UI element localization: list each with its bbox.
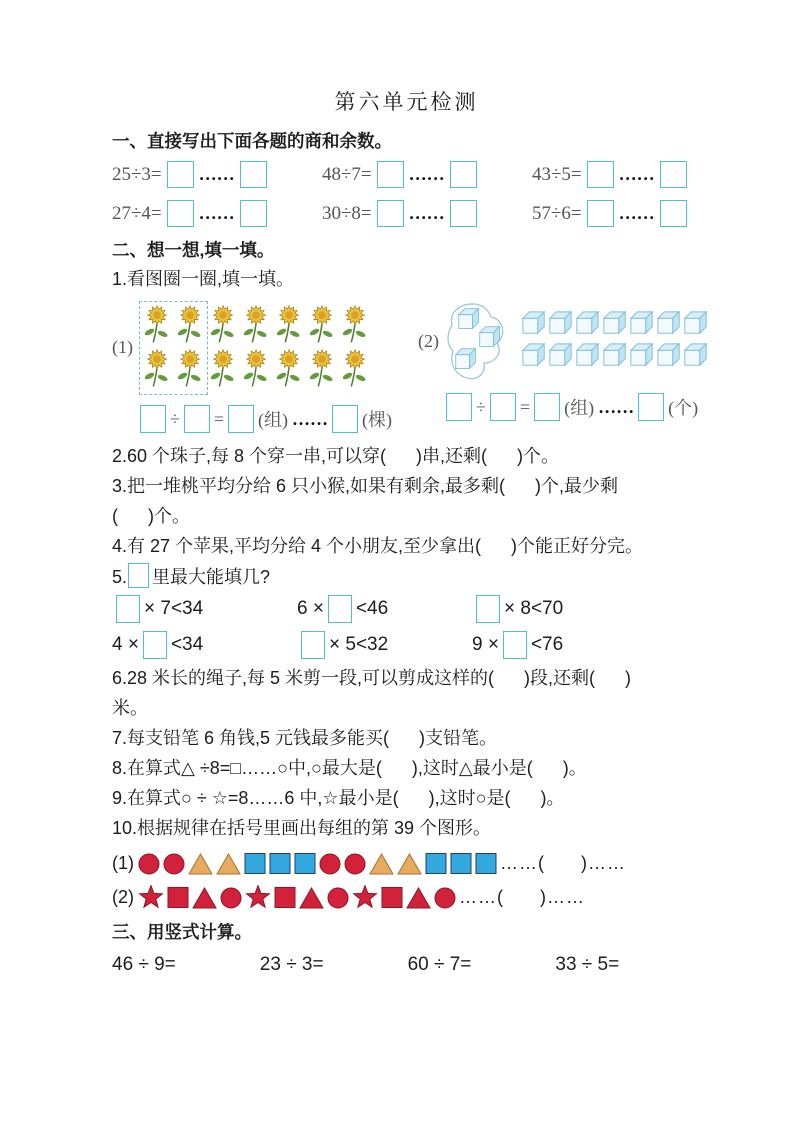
shape-tan-triangle: [369, 852, 394, 875]
cube-icon: [602, 310, 629, 341]
inequality-problem: [472, 631, 701, 659]
shape-blue-square: [450, 852, 472, 875]
pattern-shapes: [138, 885, 456, 909]
page-title: 第六单元检测: [334, 90, 479, 114]
cube-icon: [454, 347, 478, 376]
shape-blue-square: [475, 852, 497, 875]
shape-red-circle: [327, 886, 349, 909]
question-5-prefix: 5.: [112, 567, 128, 587]
division-problem: [322, 161, 532, 188]
ineq-post: × 5<32: [329, 634, 389, 655]
shape-red-circle: [319, 852, 341, 875]
divisor-box[interactable]: [184, 405, 210, 433]
pattern-row-2: [112, 885, 701, 909]
unit-label: (棵): [362, 410, 393, 430]
sunflower-icon: [207, 303, 240, 347]
shape-red-square: [167, 886, 189, 909]
ineq-pre: 6 ×: [297, 598, 324, 619]
section3-heading: 三、用竖式计算。: [112, 922, 252, 942]
remainder-dots: ……: [292, 408, 329, 429]
remainder-dots: ……: [618, 203, 655, 223]
vertical-calc-problem: 23 ÷ 3=: [259, 954, 324, 975]
answer-box[interactable]: [328, 595, 352, 623]
sunflower-icon: [174, 303, 207, 347]
figure-sunflowers: [112, 301, 392, 433]
division-problem: [322, 200, 532, 227]
unit-label: (个): [668, 398, 699, 418]
inequality-problem: [297, 631, 472, 659]
ineq-post: × 8<70: [504, 598, 564, 619]
question-10: 10.根据规律在括号里画出每组的第 39 个图形。: [112, 818, 492, 838]
sunflower-icon: [174, 347, 207, 391]
sunflower-icon: [339, 303, 372, 347]
cube-icon: [683, 310, 710, 341]
shape-red-circle: [344, 852, 366, 875]
division-problems-grid: [112, 161, 701, 227]
circled-cube-group: [445, 301, 515, 381]
shape-blue-square: [425, 852, 447, 875]
question-1-figures: [112, 301, 701, 433]
cube-icon: [683, 342, 710, 373]
unit-label: (组): [564, 398, 595, 418]
sunflower-icon: [141, 303, 174, 347]
shape-red-triangle: [299, 886, 324, 909]
pattern-shapes: [138, 852, 497, 875]
shape-red-star: [138, 885, 164, 909]
pattern-label: (2): [112, 886, 134, 907]
question-5-suffix: 里最大能填几?: [152, 567, 271, 587]
remainder-box[interactable]: [660, 161, 687, 188]
figure2-equation: [446, 393, 710, 421]
ineq-post: <46: [355, 598, 389, 619]
remainder-dots: ……: [618, 164, 655, 184]
equals-sign: =: [519, 396, 531, 417]
shape-tan-triangle: [188, 852, 213, 875]
sunflower-icon: [306, 303, 339, 347]
division-expression: 43÷5=: [532, 163, 582, 185]
shape-tan-triangle: [216, 852, 241, 875]
quotient-box[interactable]: [534, 393, 560, 421]
division-problem: [532, 161, 701, 188]
pattern-row-1: [112, 852, 701, 875]
dividend-box[interactable]: [446, 393, 472, 421]
sunflower-icon: [240, 347, 273, 391]
quotient-box[interactable]: [377, 200, 404, 227]
answer-box[interactable]: [301, 631, 325, 659]
figure-label: (1): [112, 336, 133, 357]
question-1: 1.看图圈一圈,填一填。: [112, 269, 295, 289]
inequality-problem: [112, 595, 297, 623]
question-3-line2: ( )个。: [112, 506, 190, 526]
remainder-dots: ……: [198, 164, 235, 184]
cube-icon: [521, 310, 548, 341]
figure-label: (2): [418, 330, 440, 351]
remainder-box[interactable]: [450, 161, 477, 188]
inequality-problem: [472, 595, 701, 623]
cube-icon: [575, 310, 602, 341]
question-9: 9.在算式○ ÷ ☆=8……6 中,☆最小是( ),这时○是( )。: [112, 788, 565, 808]
division-expression: 57÷6=: [532, 202, 582, 224]
remainder-dots: ……: [408, 203, 445, 223]
answer-box[interactable]: [503, 631, 527, 659]
vertical-calc-row: [112, 954, 701, 976]
question-6-line1: 6.28 米长的绳子,每 5 米剪一段,可以剪成这样的( )段,还剩( ): [112, 668, 632, 688]
quotient-box[interactable]: [587, 200, 614, 227]
inequality-problem: [297, 595, 472, 623]
remainder-box[interactable]: [332, 405, 358, 433]
cube-icon: [548, 342, 575, 373]
remainder-box[interactable]: [638, 393, 664, 421]
cube-icon: [521, 342, 548, 373]
shape-red-circle: [434, 886, 456, 909]
unit-label: (组): [258, 410, 289, 430]
cube-icon: [575, 342, 602, 373]
remainder-dots: ……: [408, 164, 445, 184]
division-expression: 27÷4=: [112, 202, 162, 224]
remainder-box[interactable]: [240, 200, 267, 227]
question-4: 4.有 27 个苹果,平均分给 4 个小朋友,至少拿出( )个能正好分完。: [112, 536, 644, 556]
vertical-calc-problem: 46 ÷ 9=: [112, 954, 176, 975]
quotient-box[interactable]: [167, 200, 194, 227]
quotient-box[interactable]: [228, 405, 254, 433]
equals-sign: =: [213, 408, 225, 429]
shape-tan-triangle: [397, 852, 422, 875]
remainder-box[interactable]: [660, 200, 687, 227]
shape-blue-square: [294, 852, 316, 875]
shape-red-star: [352, 885, 378, 909]
sunflower-icon: [339, 347, 372, 391]
sunflower-icon: [141, 347, 174, 391]
pattern-label: (1): [112, 853, 134, 873]
pattern-suffix: ……( )……: [459, 886, 585, 907]
cube-icon: [602, 342, 629, 373]
shape-red-square: [274, 886, 296, 909]
vertical-calc-problem: 33 ÷ 5=: [555, 954, 620, 975]
ineq-pre: 9 ×: [472, 634, 499, 655]
shape-red-triangle: [192, 886, 217, 909]
cube-icon: [656, 310, 683, 341]
division-problem: [112, 200, 322, 227]
division-expression: 48÷7=: [322, 163, 372, 185]
question-8: 8.在算式△ ÷8=□……○中,○最大是( ),这时△最小是( )。: [112, 758, 587, 778]
sunflower-icon: [207, 347, 240, 391]
shape-blue-square: [244, 852, 266, 875]
shape-red-circle: [220, 886, 242, 909]
sunflower-icon: [273, 347, 306, 391]
ineq-post: <76: [530, 634, 564, 655]
quotient-box[interactable]: [377, 161, 404, 188]
question-7: 7.每支铅笔 6 角钱,5 元钱最多能买( )支铅笔。: [112, 728, 498, 748]
shape-red-star: [245, 885, 271, 909]
answer-box[interactable]: [476, 595, 500, 623]
cube-icon: [478, 325, 502, 354]
divisor-box[interactable]: [490, 393, 516, 421]
inequality-grid: [112, 595, 701, 659]
sunflower-icon: [273, 303, 306, 347]
inequality-problem: [112, 631, 297, 659]
sunflower-grid: [141, 303, 372, 391]
quotient-box[interactable]: [587, 161, 614, 188]
question-2: 2.60 个珠子,每 8 个穿一串,可以穿( )串,还剩( )个。: [112, 446, 560, 466]
remainder-box[interactable]: [240, 161, 267, 188]
pattern-suffix: ……( )……: [500, 853, 626, 873]
shape-blue-square: [269, 852, 291, 875]
section1-heading: 一、直接写出下面各题的商和余数。: [112, 131, 392, 151]
remainder-dots: ……: [598, 396, 635, 417]
shape-red-triangle: [406, 886, 431, 909]
cube-icon: [548, 310, 575, 341]
quotient-box[interactable]: [167, 161, 194, 188]
cube-grid: [521, 309, 710, 373]
ineq-post: × 7<34: [144, 598, 204, 619]
cube-icon: [629, 310, 656, 341]
question-3-line1: 3.把一堆桃平均分给 6 只小猴,如果有剩余,最多剩( )个,最少剩: [112, 476, 619, 496]
division-problem: [112, 161, 322, 188]
cube-icon: [629, 342, 656, 373]
ineq-post: <34: [170, 634, 204, 655]
division-expression: 30÷8=: [322, 202, 372, 224]
figure-cubes: [418, 301, 710, 421]
answer-box[interactable]: [128, 563, 149, 588]
figure1-equation: [140, 405, 392, 433]
division-problem: [532, 200, 701, 227]
sunflower-icon: [240, 303, 273, 347]
ineq-pre: 4 ×: [112, 634, 139, 655]
divide-sign: ÷: [476, 396, 486, 417]
shape-red-circle: [163, 852, 185, 875]
sunflower-icon: [306, 347, 339, 391]
question-6-line2: 米。: [112, 698, 148, 718]
shape-red-square: [381, 886, 403, 909]
divide-sign: ÷: [170, 408, 180, 429]
remainder-box[interactable]: [450, 200, 477, 227]
shape-red-circle: [138, 852, 160, 875]
section2-heading: 二、想一想,填一填。: [112, 240, 275, 260]
vertical-calc-problem: 60 ÷ 7=: [407, 954, 472, 975]
remainder-dots: ……: [198, 203, 235, 223]
answer-box[interactable]: [116, 595, 140, 623]
answer-box[interactable]: [143, 631, 167, 659]
division-expression: 25÷3=: [112, 163, 162, 185]
dividend-box[interactable]: [140, 405, 166, 433]
cube-icon: [656, 342, 683, 373]
question-5: [112, 563, 701, 591]
